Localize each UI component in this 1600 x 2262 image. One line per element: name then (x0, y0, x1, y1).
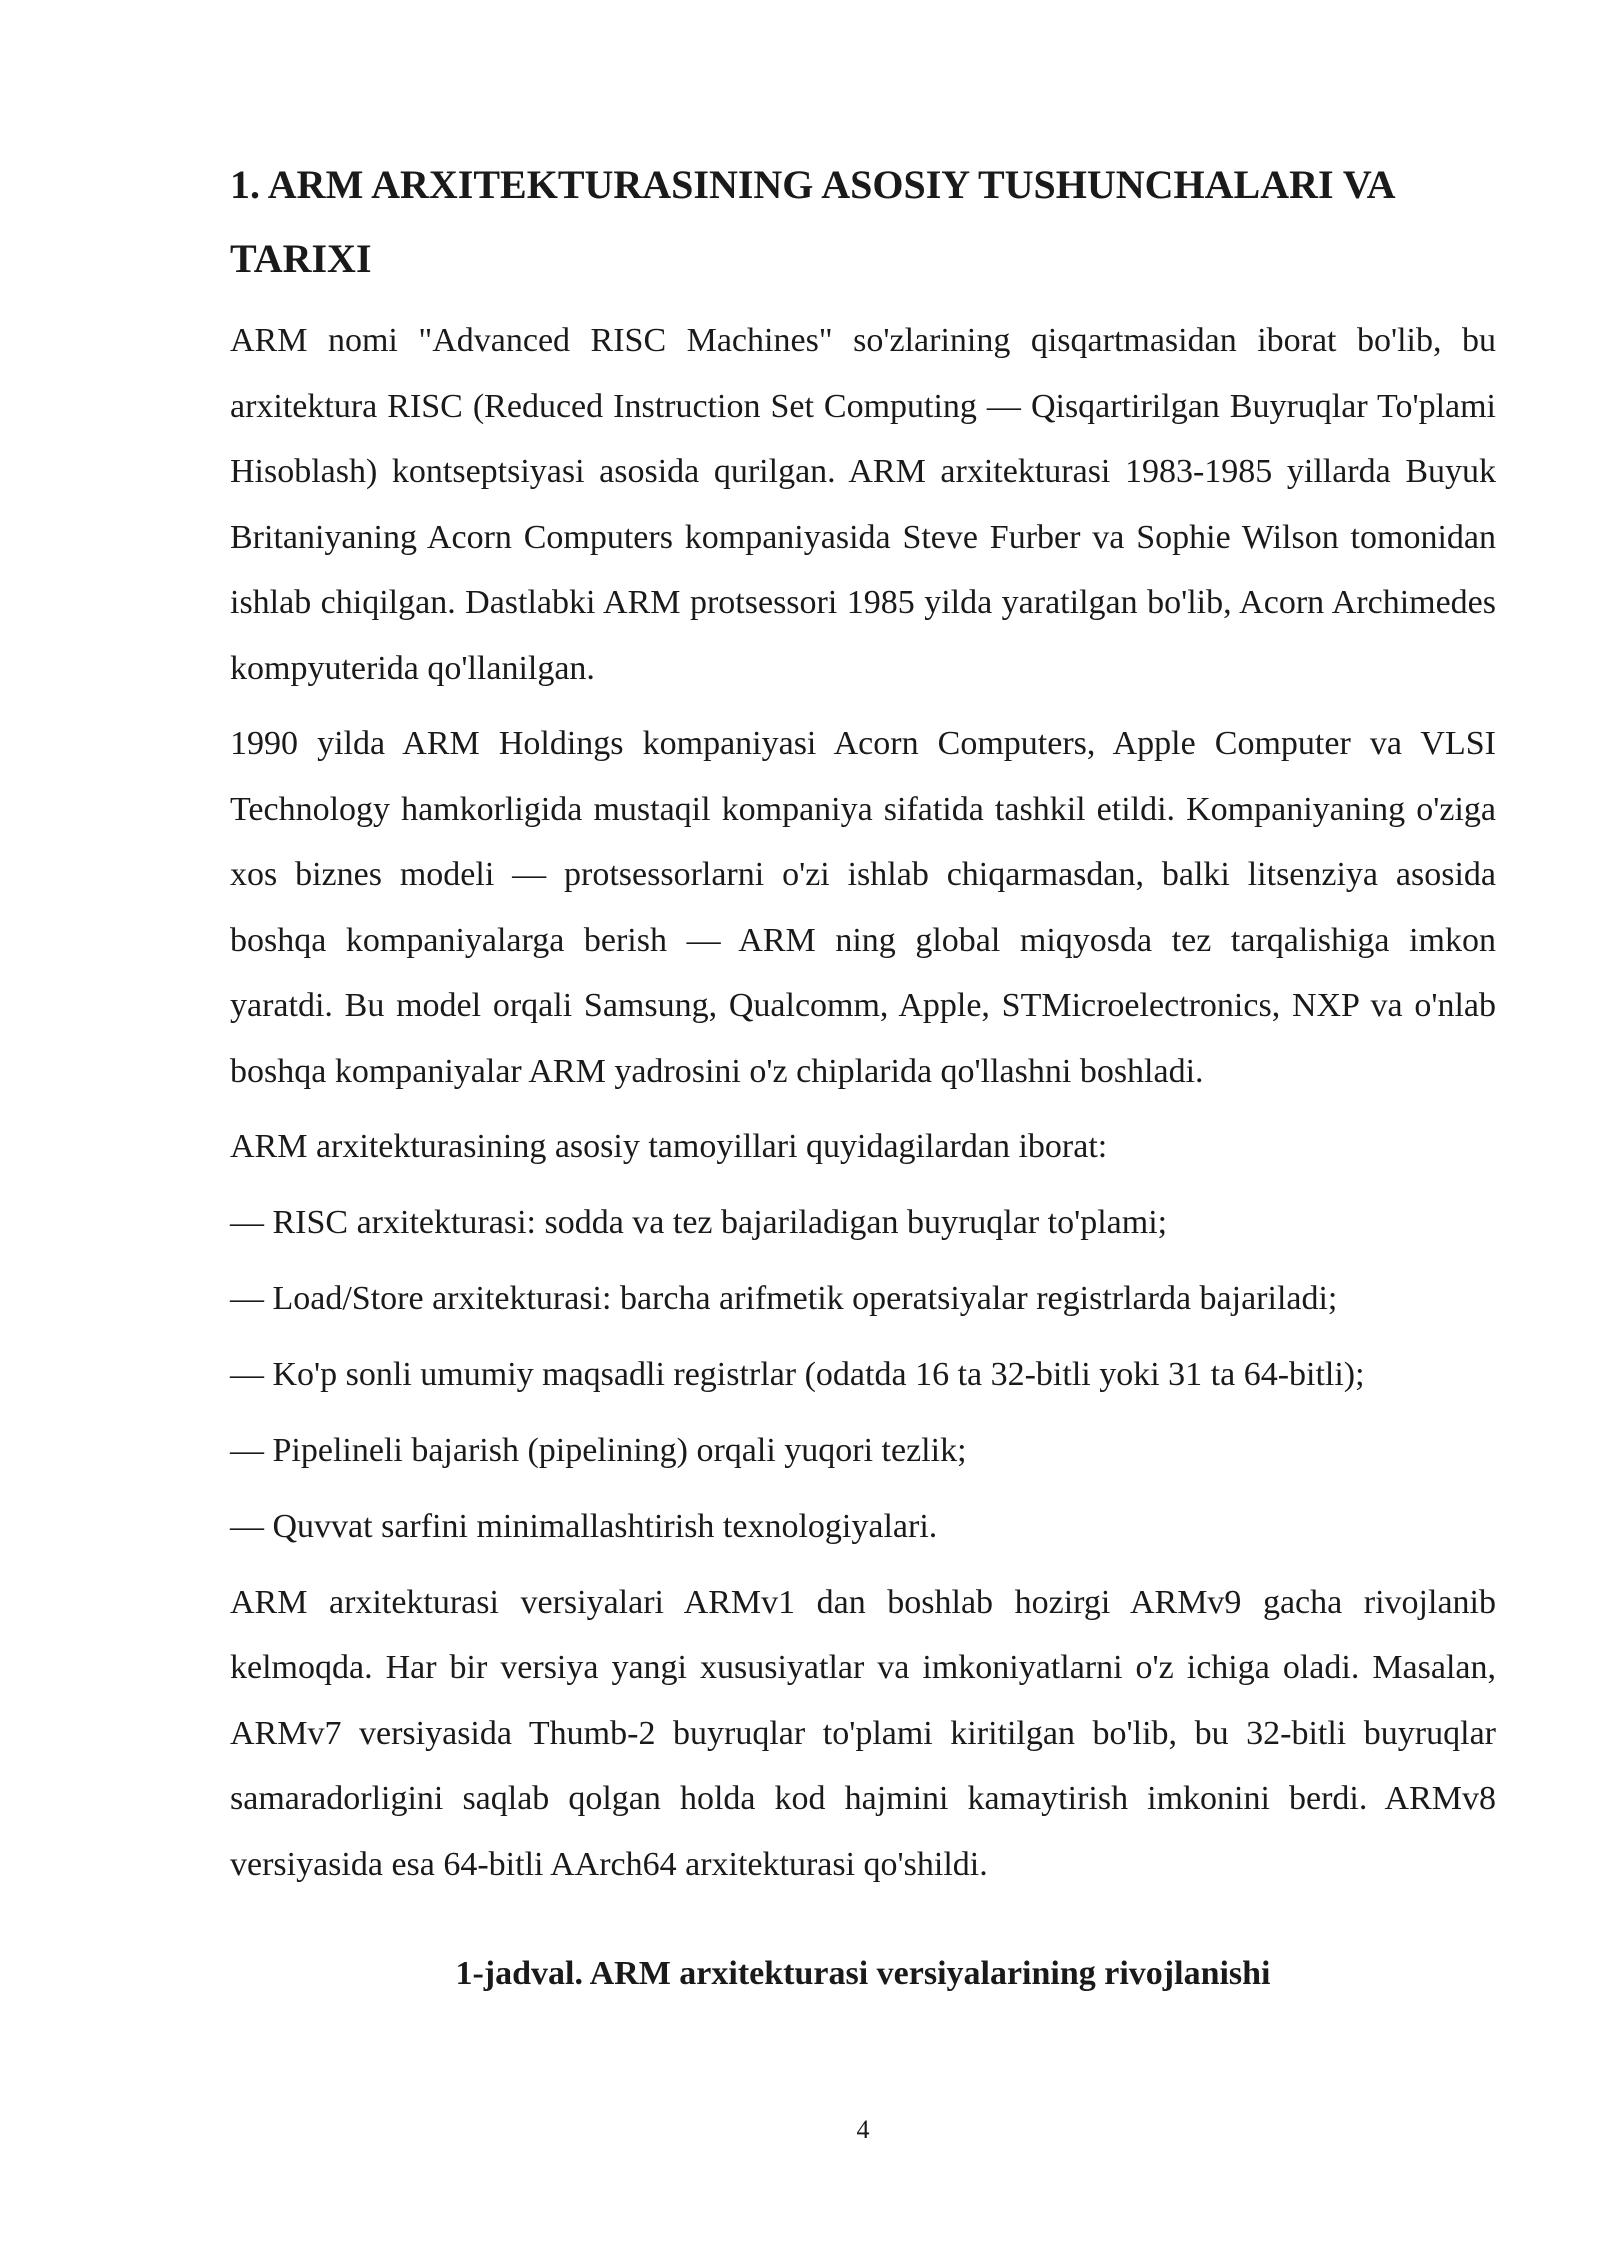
paragraph-versions: ARM arxitekturasi versiyalari ARMv1 dan boshlab hozirgi ARMv9 gacha rivojlanib kelmoqda. Har bir versiya yangi xususiyatlar va imkoniyatlarni o'z ichiga oladi. Masalan, ARMv7 versiyasida Thumb-2 buyruqlar to'plami kiritilgan bo'lib, bu 32-bitli buyruqlar samaradorligini saqlab qolgan holda kod hajmini kamaytirish imkonini berdi. ARMv8 versiyasida esa 64-bitli AArch64 arxitekturasi qo'shildi. (230, 1583, 1496, 1883)
table-caption: 1-jadval. ARM arxitekturasi versiyalarining rivojlanishi (455, 1955, 1271, 1992)
list-item: — Pipelineli bajarish (pipelining) orqali yuqori tezlik; (230, 1431, 967, 1469)
list-item: — Load/Store arxitekturasi: barcha arifmetik operatsiyalar registrlarda bajariladi; (230, 1279, 1338, 1317)
page-number: 4 (856, 2115, 870, 2144)
list-item: — Quvvat sarfini minimallashtirish texnologiyalari. (230, 1507, 938, 1545)
document-page (230, 148, 1496, 2007)
section-heading: 1. ARM ARXITEKTURASINING ASOSIY TUSHUNCHALARI VA TARIXI (230, 162, 1394, 281)
principles-list (230, 1190, 1496, 1560)
paragraph-arm-origin: ARM nomi "Advanced RISC Machines" so'zlarining qisqartmasidan iborat bo'lib, bu arxitektura RISC (Reduced Instruction Set Computing — Qisqartirilgan Buyruqlar To'plami Hisoblash) kontseptsiyasi asosida qurilgan. ARM arxitekturasi 1983-1985 yillarda Buyuk Britaniyaning Acorn Computers kompaniyasida Steve Furber va Sophie Wilson tomonidan ishlab chiqilgan. Dastlabki ARM protsessori 1985 yilda yaratilgan bo'lib, Acorn Archimedes kompyuterida qo'llanilgan. (230, 322, 1496, 687)
list-item: — RISC arxitekturasi: sodda va tez bajariladigan buyruqlar to'plami; (230, 1203, 1168, 1241)
paragraph-arm-holdings: 1990 yilda ARM Holdings kompaniyasi Acorn Computers, Apple Computer va VLSI Technology hamkorligida mustaqil kompaniya sifatida tashkil etildi. Kompaniyaning o'ziga xos biznes modeli — protsessorlarni o'zi ishlab chiqarmasdan, balki litsenziya asosida boshqa kompaniyalarga berish — ARM ning global miqyosda tez tarqalishiga imkon yaratdi. Bu model orqali Samsung, Qualcomm, Apple, STMicroelectronics, NXP va o'nlab boshqa kompaniyalar ARM yadrosini o'z chiplarida qo'llashni boshladi. (230, 725, 1496, 1090)
list-item: — Ko'p sonli umumiy maqsadli registrlar (odatda 16 ta 32-bitli yoki 31 ta 64-bitli); (230, 1355, 1365, 1393)
paragraph-principles-intro: ARM arxitekturasining asosiy tamoyillari quyidagilardan iborat: (230, 1128, 1108, 1165)
